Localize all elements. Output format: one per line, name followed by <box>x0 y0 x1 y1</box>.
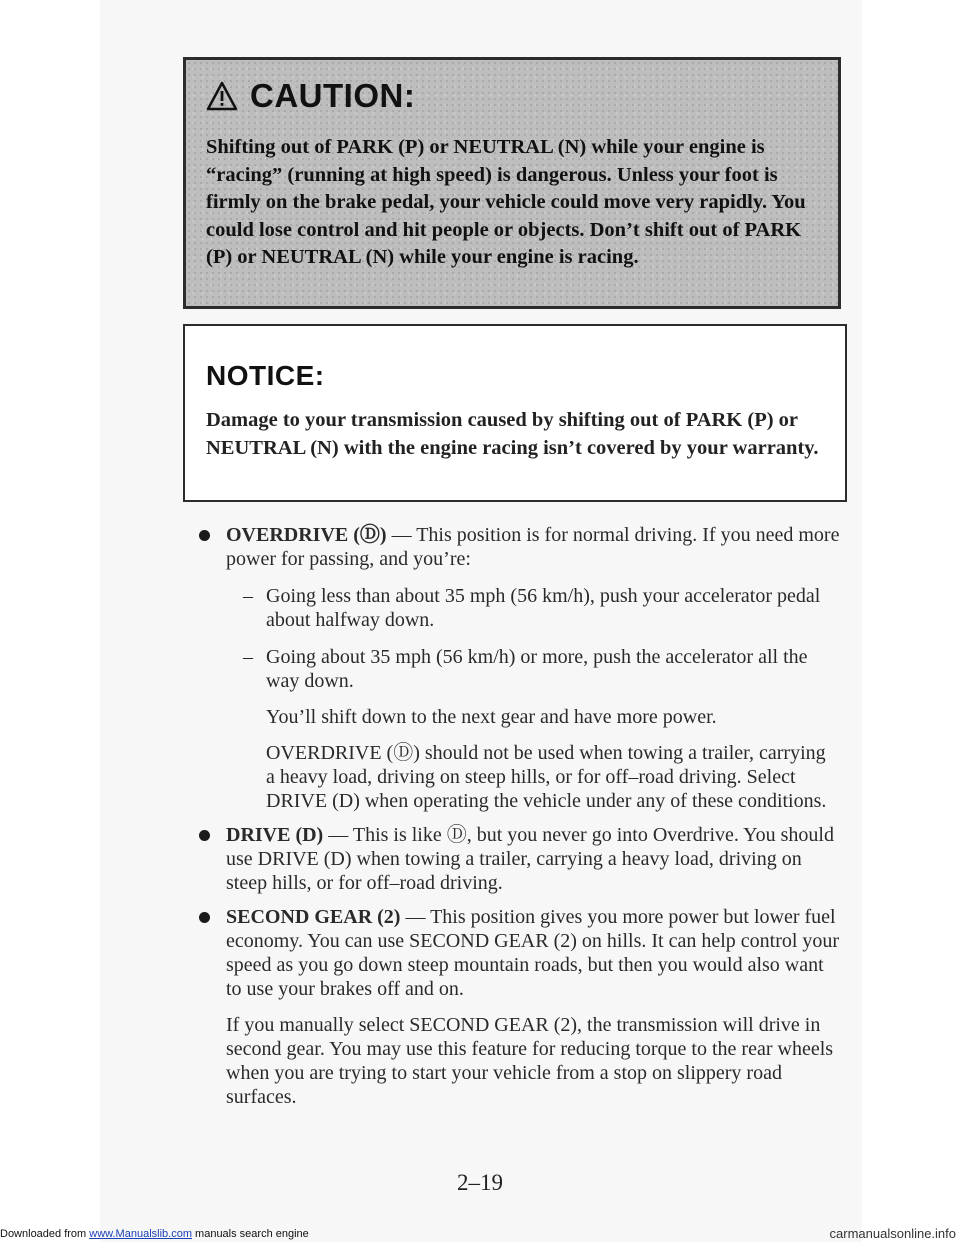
dash-marker: – <box>243 646 253 668</box>
dash-marker: – <box>243 585 253 607</box>
bullet-icon <box>199 912 210 923</box>
caution-text: Shifting out of PARK (P) or NEUTRAL (N) while your engine is “racing” (running at high speed) is dangerous. Unless your foot is firmly on the brake pedal, your vehicle could move very rapidly. You could lose control and hit people or objects. Don’t shift out of PARK (P) or NEUTRAL (N) while your engine is racing. <box>206 136 806 268</box>
page-number: 2–19 <box>457 1170 503 1195</box>
bullet-icon <box>199 830 210 841</box>
footer-suffix: manuals search engine <box>191 1228 309 1240</box>
caution-title: CAUTION: <box>250 77 416 114</box>
notice-box <box>183 324 847 502</box>
drive-term: DRIVE (D) <box>226 824 324 846</box>
sub-item-text: Going less than about 35 mph (56 km/h), push your accelerator pedal about halfway down. <box>266 585 821 631</box>
body-content <box>0 523 960 1109</box>
footer-prefix: Downloaded from <box>0 1228 90 1240</box>
overdrive-para-towing: OVERDRIVE (Ⓓ) should not be used when towing a trailer, carrying a heavy load, driving on steep hills, or for off–road driving. Select DRIVE (D) when operating the vehicle under any of these conditions. <box>266 742 827 812</box>
watermark-text: carmanualsonline.info <box>829 1226 956 1241</box>
caution-box <box>183 57 841 309</box>
bullet-second-gear <box>0 905 842 1001</box>
notice-text: Damage to your transmission caused by shifting out of PARK (P) or NEUTRAL (N) with the engine racing isn’t covered by your warranty. <box>206 409 819 459</box>
sub-item-more-than-35 <box>0 645 826 693</box>
download-footer <box>0 1228 309 1240</box>
second-gear-text: — This position gives you more power but lower fuel economy. You can use SECOND GEAR (2) on hills. It can help control your speed as you go down steep mountain roads, but then you would also want to use your brakes off and on. <box>226 906 840 1000</box>
overdrive-term: OVERDRIVE (Ⓓ) <box>226 524 387 546</box>
bullet-icon <box>199 530 210 541</box>
warning-triangle-icon <box>206 81 238 111</box>
second-gear-para: If you manually select SECOND GEAR (2), the transmission will drive in second gear. You may use this feature for reducing torque to the rear wheels when you are trying to start your vehicle from a stop on slippery road surfaces. <box>226 1014 834 1108</box>
overdrive-para-shift: You’ll shift down to the next gear and have more power. <box>266 706 717 728</box>
sub-item-less-than-35 <box>0 584 826 632</box>
bullet-overdrive <box>0 523 842 571</box>
manualslib-link[interactable]: www.Manualslib.com <box>89 1228 192 1240</box>
caution-header <box>206 76 415 116</box>
drive-text: — This is like Ⓓ, but you never go into Overdrive. You should use DRIVE (D) when towing a trailer, carrying a heavy load, driving on steep hills, or for off–road driving. <box>226 824 834 894</box>
second-gear-term: SECOND GEAR (2) <box>226 906 401 928</box>
notice-title: NOTICE: <box>206 360 325 391</box>
bullet-drive <box>0 823 842 895</box>
sub-item-text: Going about 35 mph (56 km/h) or more, push the accelerator all the way down. <box>266 646 808 692</box>
overdrive-text: — This position is for normal driving. If you need more power for passing, and you’re: <box>226 524 840 570</box>
